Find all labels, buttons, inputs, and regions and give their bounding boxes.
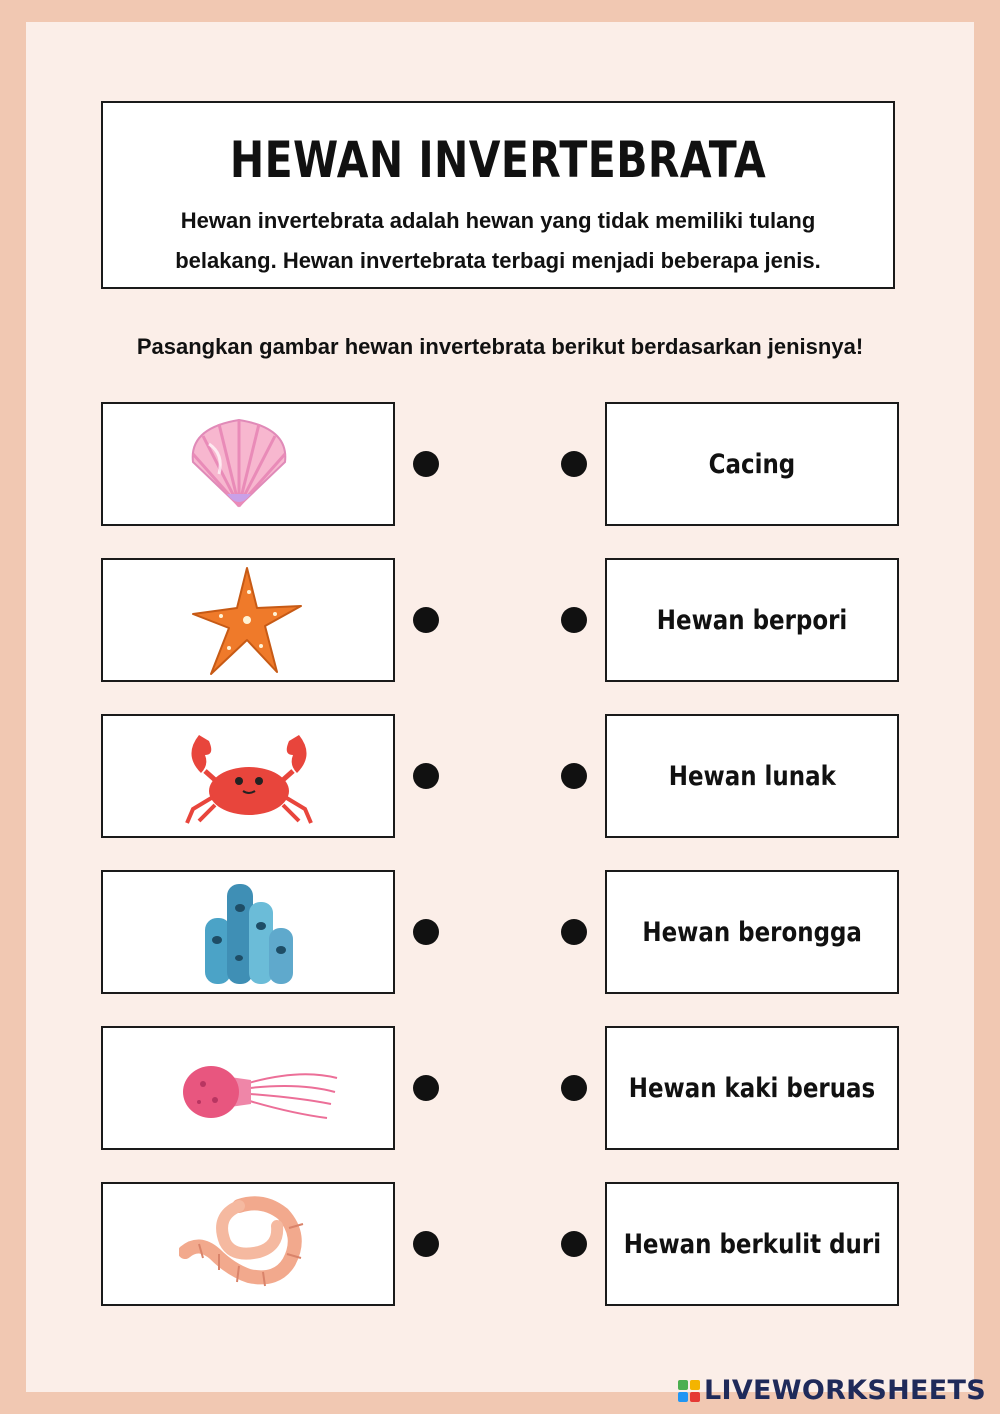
category-label: Hewan kaki beruas: [628, 1072, 876, 1104]
left-connector-dot-6[interactable]: [413, 1231, 439, 1257]
liveworksheets-brand: [678, 1375, 986, 1406]
intro-text: [148, 201, 848, 281]
right-connector-dot-1[interactable]: [561, 451, 587, 477]
liveworksheets-logo-icon: [678, 1380, 700, 1402]
category-label: Hewan berongga: [642, 916, 862, 948]
starfish-icon: [189, 564, 309, 680]
right-card-5: [605, 1026, 899, 1150]
right-card-2: [605, 558, 899, 682]
left-connector-dot-2[interactable]: [413, 607, 439, 633]
category-label: Hewan lunak: [668, 760, 836, 792]
right-connector-dot-3[interactable]: [561, 763, 587, 789]
right-card-1: [605, 402, 899, 526]
right-connector-dot-5[interactable]: [561, 1075, 587, 1101]
intro-line-1: Hewan invertebrata adalah hewan yang tidak memiliki tulang: [180, 208, 816, 233]
left-connector-dot-1[interactable]: [413, 451, 439, 477]
category-label: Hewan berpori: [656, 604, 848, 636]
crab-icon: [179, 725, 319, 829]
left-card-6: [101, 1182, 395, 1306]
left-connector-dot-4[interactable]: [413, 919, 439, 945]
intro-line-2: belakang. Hewan invertebrata terbagi menjadi beberapa jenis.: [175, 248, 821, 273]
right-card-3: [605, 714, 899, 838]
category-label: Cacing: [708, 448, 796, 480]
right-card-6: [605, 1182, 899, 1306]
right-connector-dot-6[interactable]: [561, 1231, 587, 1257]
shell-icon: [179, 414, 299, 514]
right-card-4: [605, 870, 899, 994]
instruction-text: Pasangkan gambar hewan invertebrata berikut berdasarkan jenisnya!: [136, 334, 864, 359]
sponge-icon: [195, 878, 305, 990]
right-connector-dot-4[interactable]: [561, 919, 587, 945]
category-label: Hewan berkulit duri: [623, 1228, 881, 1260]
jellyfish-icon: [181, 1056, 341, 1126]
left-card-3: [101, 714, 395, 838]
header-box: [101, 101, 895, 289]
page-title: HEWAN INVERTEBRATA: [229, 131, 767, 189]
left-card-1: [101, 402, 395, 526]
left-card-2: [101, 558, 395, 682]
left-connector-dot-3[interactable]: [413, 763, 439, 789]
left-card-4: [101, 870, 395, 994]
left-connector-dot-5[interactable]: [413, 1075, 439, 1101]
brand-text: LIVEWORKSHEETS: [703, 1375, 986, 1406]
worm-icon: [179, 1192, 319, 1298]
left-card-5: [101, 1026, 395, 1150]
right-connector-dot-2[interactable]: [561, 607, 587, 633]
